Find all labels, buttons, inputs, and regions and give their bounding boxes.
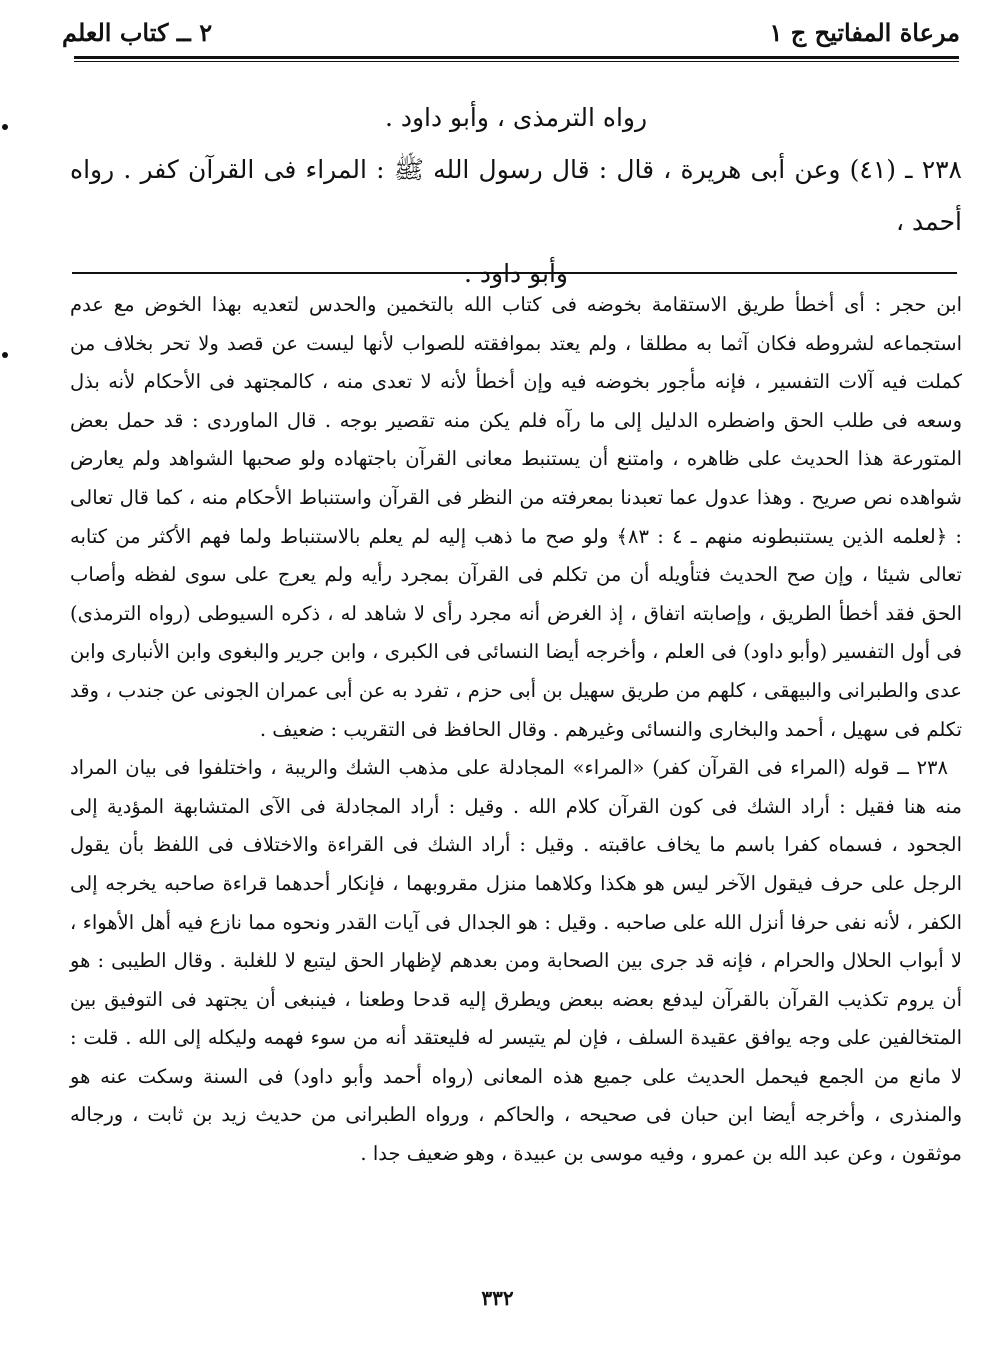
running-header: [62, 10, 960, 54]
hadith-block: [70, 92, 962, 300]
hadith-text: ٢٣٨ ـ (٤١) وعن أبى هريرة ، قال : قال رسول الله ﷺ : المراء فى القرآن كفر . رواه أحمد ،: [70, 155, 962, 236]
commentary-paragraph: ابن حجر : أى أخطأ طريق الاستقامة بخوضه فى كتاب الله بالتخمين والحدس لتعديه بهذا الخوض مع عدم استجماعه لشروطه فكان آثما به مطلقا ، ولم يعتد بموافقته للصواب لأنها ليست عن قصد ولا تحر بخلاف من كملت فيه آلات التفسير ، فإنه مأجور بخوضه فيه وإن أخطأ لأنه لا تعدى منه ، كالمجتهد فى الأحكام لأنه بذل وسعه فى طلب الحق واضطره الدليل إلى ما رآه فلم يكن منه تقصير بوجه . قال الماوردى : قد حمل بعض المتورعة هذا الحديث على ظاهره ، وامتنع أن يستنبط معانى القرآن باجتهاده ولو صحبها الشواهد ولم يعارض شواهده نص صريح . وهذا عدول عما تعبدنا بمعرفته من النظر فى القرآن واستنباط الأحكام منه ، كما قال تعالى : ﴿لعلمه الذين يستنبطونه منهم ـ ٤ : ٨٣﴾ ولو صح ما ذهب إليه لم يعلم بالاستنباط ولما فهم الأكثر من كتابه تعالى شيئا ، وإن صح الحديث فتأويله أن من تكلم فى القرآن بمجرد رأيه ولم يعرج على سوى لفظه وأصاب الحق فقد أخطأ الطريق ، وإصابته اتفاق ، إذ الغرض أنه مجرد رأى لا شاهد له ، ذكره السيوطى (رواه الترمذى) فى أول التفسير (وأبو داود) فى العلم ، وأخرجه أيضا النسائى فى الكبرى ، وابن جرير والبغوى وابن الأنبارى وابن عدى والطبرانى والبيهقى ، كلهم من طريق سهيل بن أبى حزم ، تفرد به عن أبى عمران الجونى عن جندب ، وقد تكلم فى سهيل ، أحمد والبخارى والنسائى وغيرهم . وقال الحافظ فى التقريب : ضعيف .: [70, 293, 963, 741]
chapter-title: ٢ ــ كتاب العلم: [62, 17, 213, 47]
header-rule-thin: [74, 61, 959, 62]
text-separator-rule: [72, 272, 957, 274]
page-number: ٣٣٢: [481, 1286, 514, 1310]
header-rule: [74, 56, 959, 59]
previous-narration: رواه الترمذى ، وأبو داود .: [384, 103, 648, 132]
margin-mark: [2, 352, 8, 358]
book-title: مرعاة المفاتيح ج ١: [769, 17, 960, 47]
commentary-block: [70, 286, 962, 1174]
commentary-paragraph: ٢٣٨ ــ قوله (المراء فى القرآن كفر) «المراء» المجادلة على مذهب الشك والريبة ، واختلفوا فى بيان المراد منه هنا فقيل : أراد الشك فى كون القرآن كلام الله . وقيل : أراد المجادلة فى الآى المتشابهة المؤدية إلى الجحود ، فسماه كفرا باسم ما يخاف عاقبته . وقيل : أراد الشك فى القراءة والاختلاف فى اللفظ بأن يقول الرجل على حرف فيقول الآخر ليس هو هكذا وكلاهما منزل مقروبهما ، فإنكار أحدهما قراءة صاحبه يخرجه إلى الكفر ، لأنه نفى حرفا أنزل الله على صاحبه . وقيل : هو الجدال فى آيات القدر ونحوه مما نازع فيه أهل الأهواء ، لا أبواب الحلال والحرام ، فإنه قد جرى بين الصحابة ومن بعدهم لإظهار الحق ليتبع لا للغلبة . وقال الطيبى : هو أن يروم تكذيب القرآن بالقرآن ليدفع بعضه ببعض ويطرق إليه قدحا وطعنا ، فينبغى أن يجتهد فى التوفيق بين المتخالفين على وجه يوافق عقيدة السلف ، فإن لم يتيسر له فليعتقد أنه من سوء فهمه وليكله إلى الله . قلت : لا مانع من الجمع فيحمل الحديث على جميع هذه المعانى (رواه أحمد وأبو داود) فى السنة وسكت عنه هو والمنذرى ، وأخرجه أيضا ابن حبان فى صحيحه ، والحاكم ، ورواه الطبرانى من حديث زيد بن ثابت ، ورجاله موثقون ، وعن عبد الله بن عمرو ، وفيه موسى بن عبيدة ، وهو ضعيف جدا .: [70, 756, 962, 1166]
margin-mark: [2, 124, 8, 130]
hadith-narration-end: وأبو داود .: [463, 259, 569, 288]
